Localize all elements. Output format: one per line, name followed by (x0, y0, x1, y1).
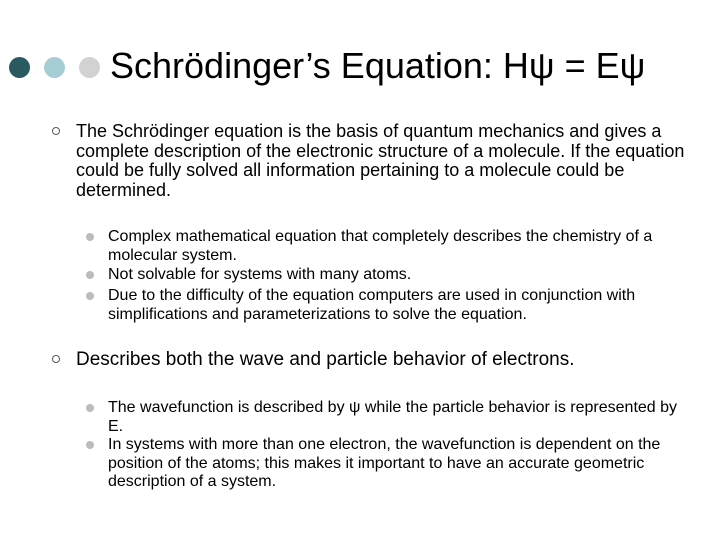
filled-dot-bullet-icon (86, 404, 94, 412)
dot-dark (9, 57, 30, 78)
title-decoration-dots (9, 57, 101, 79)
hollow-circle-bullet-icon (52, 127, 60, 135)
sub-bullet-1-2-text: Not solvable for systems with many atoms. (108, 266, 412, 283)
sub-bullet-1-1-text: Complex mathematical equation that completely describes the chemistry of a molecular system. (108, 228, 653, 264)
filled-dot-bullet-icon (86, 292, 94, 300)
bullet-main-1-text: The Schrödinger equation is the basis of quantum mechanics and gives a complete description of the electronic structure of a molecule. If the equation could be fully solved all information pertaining to a molecule could be determined. (76, 121, 685, 200)
sub-bullet-2-2-text: In systems with more than one electron, the wavefunction is dependent on the position of the atoms; this makes it important to have an accurate geometric description of a system. (108, 436, 661, 490)
bullet-main-2-text: Describes both the wave and particle behavior of electrons. (76, 349, 575, 370)
filled-dot-bullet-icon (86, 271, 94, 279)
dot-light-blue (44, 57, 65, 78)
slide-title: Schrödinger’s Equation: Hψ = Eψ (110, 45, 646, 86)
sub-bullet-2-1-text: The wavefunction is described by ψ while the particle behavior is represented by E. (108, 399, 678, 435)
dot-gray (79, 57, 100, 78)
filled-dot-bullet-icon (86, 441, 94, 449)
sub-bullet-1-3-text: Due to the difficulty of the equation computers are used in conjunction with simplifications and parameterizations to solve the equation. (108, 287, 636, 323)
filled-dot-bullet-icon (86, 233, 94, 241)
hollow-circle-bullet-icon (52, 355, 60, 363)
